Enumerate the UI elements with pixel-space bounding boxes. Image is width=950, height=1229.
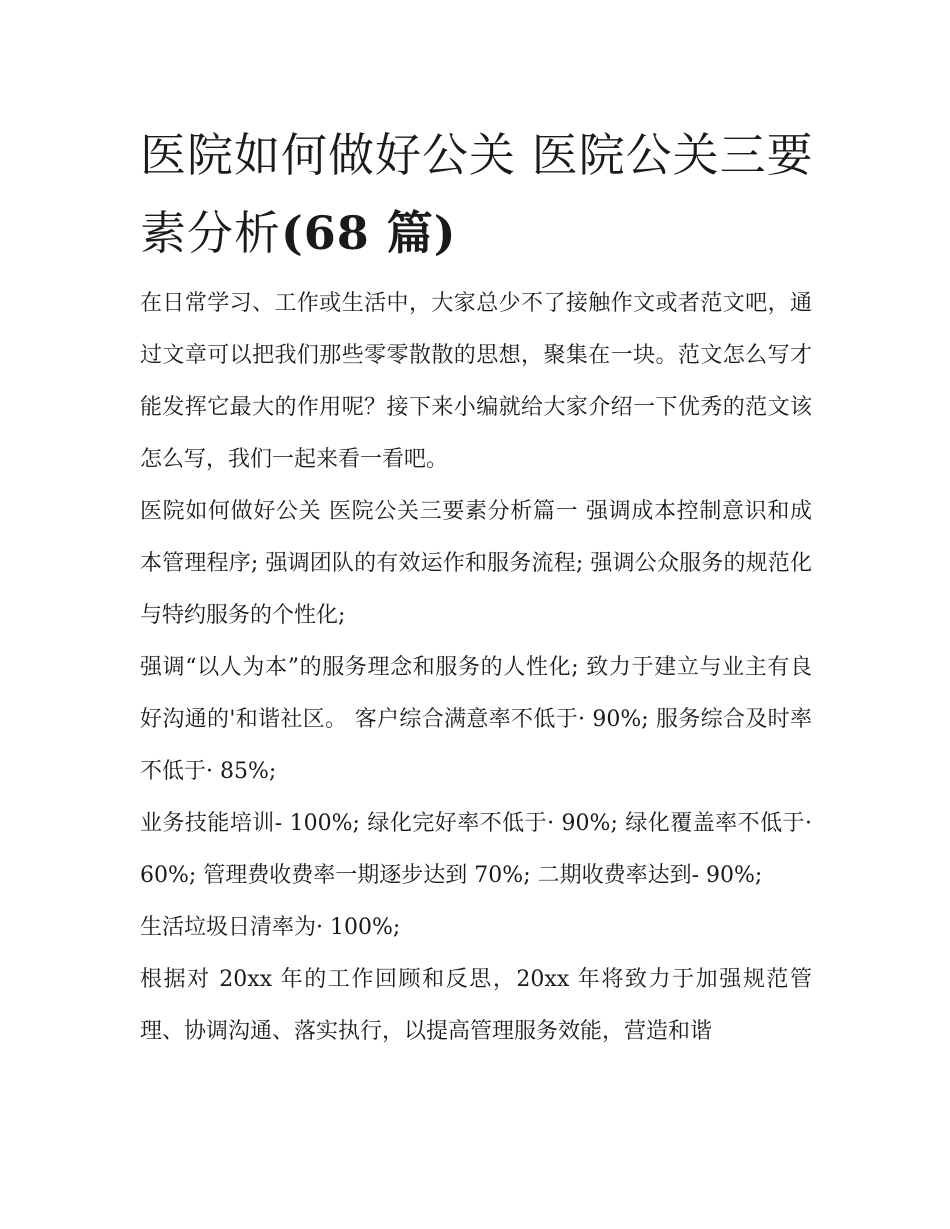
document-title-suffix: (68 篇) (281, 206, 457, 260)
document-title (140, 116, 820, 272)
paragraph-garbage-target: 生活垃圾日清率为· 100%; (140, 915, 401, 940)
paragraph-intro: 在日常学习、工作或生活中，大家总少不了接触作文或者范文吧，通过文章可以把我们那些零零散散的思想，聚集在一块。范文怎么写才能发挥它最大的作用呢？接下来小编就给大家介绍一下优秀的范文该怎么写，我们一起来看一看吧。 (140, 291, 812, 472)
document-title-main: 医院如何做好公关 医院公关三要素分析 (140, 128, 814, 260)
paragraph-section-one: 医院如何做好公关 医院公关三要素分析篇一 强调成本控制意识和成本管理程序; 强调团队的有效运作和服务流程; 强调公众服务的规范化与特约服务的个性化; (140, 499, 812, 628)
paragraph-plan: 根据对 20xx 年的工作回顾和反思，20xx 年将致力于加强规范管理、协调沟通、落实执行，以提高管理服务效能，营造和谐 (140, 967, 812, 1044)
paragraph-service-targets: 强调“以人为本”的服务理念和服务的人性化; 致力于建立与业主有良好沟通的'和谐社区。 客户综合满意率不低于· 90%; 服务综合及时率不低于· 85%; (140, 655, 812, 784)
document-body (140, 278, 812, 1058)
paragraph-training-targets: 业务技能培训- 100%; 绿化完好率不低于· 90%; 绿化覆盖率不低于· 60%; 管理费收费率一期逐步达到 70%; 二期收费率达到- 90%; (140, 811, 812, 888)
